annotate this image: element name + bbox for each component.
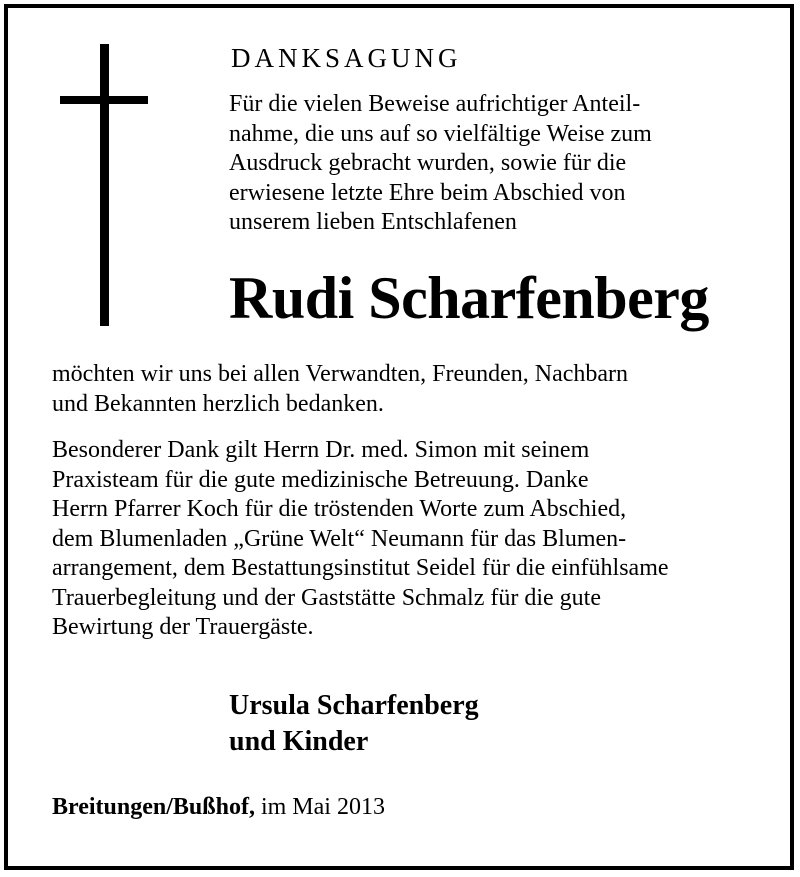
special-thanks-line: Praxisteam für die gute medizinische Betreuung. Danke: [52, 466, 589, 493]
intro-line: erwiesene letzte Ehre beim Abschied von: [229, 179, 626, 206]
intro-line: nahme, die uns auf so vielfältige Weise zum: [229, 120, 652, 147]
special-thanks-line: Besonderer Dank gilt Herrn Dr. med. Simon mit seinem: [52, 437, 590, 463]
place-date-line: [52, 791, 385, 823]
thanks-line: möchten wir uns bei allen Verwandten, Freunden, Nachbarn: [52, 361, 629, 387]
intro-line: Für die vielen Beweise aufrichtiger Anteil-: [229, 91, 641, 117]
thanks-paragraph: [52, 360, 748, 419]
intro-text: [229, 90, 748, 238]
special-thanks-line: arrangement, dem Bestattungsinstitut Seidel für die einfühlsame: [52, 555, 669, 581]
deceased-name: Rudi Scharfenberg: [229, 265, 709, 331]
special-thanks-line: Herrn Pfarrer Koch für die tröstenden Worte zum Abschied,: [52, 496, 627, 522]
cross-horizontal-bar: [60, 96, 148, 104]
special-thanks-line: Trauerbegleitung und der Gaststätte Schmalz für die gute: [52, 584, 601, 611]
thanks-line: und Bekannten herzlich bedanken.: [52, 390, 384, 417]
intro-line: Ausdruck gebracht wurden, sowie für die: [229, 150, 627, 176]
special-thanks-line: Bewirtung der Trauergäste.: [52, 614, 314, 640]
cross-vertical-bar: [100, 44, 109, 326]
place: Breitungen/Bußhof,: [52, 794, 255, 820]
signature-line: Ursula Scharfenberg: [229, 690, 479, 721]
notice-heading: DANKSAGUNG: [231, 43, 462, 73]
intro-line: unserem lieben Entschlafenen: [229, 209, 517, 235]
date: im Mai 2013: [260, 794, 385, 820]
signature-line: und Kinder: [229, 726, 369, 757]
special-thanks-paragraph: [52, 436, 748, 643]
special-thanks-line: dem Blumenladen „Grüne Welt“ Neumann für das Blumen-: [52, 525, 627, 552]
signature: [229, 688, 479, 760]
